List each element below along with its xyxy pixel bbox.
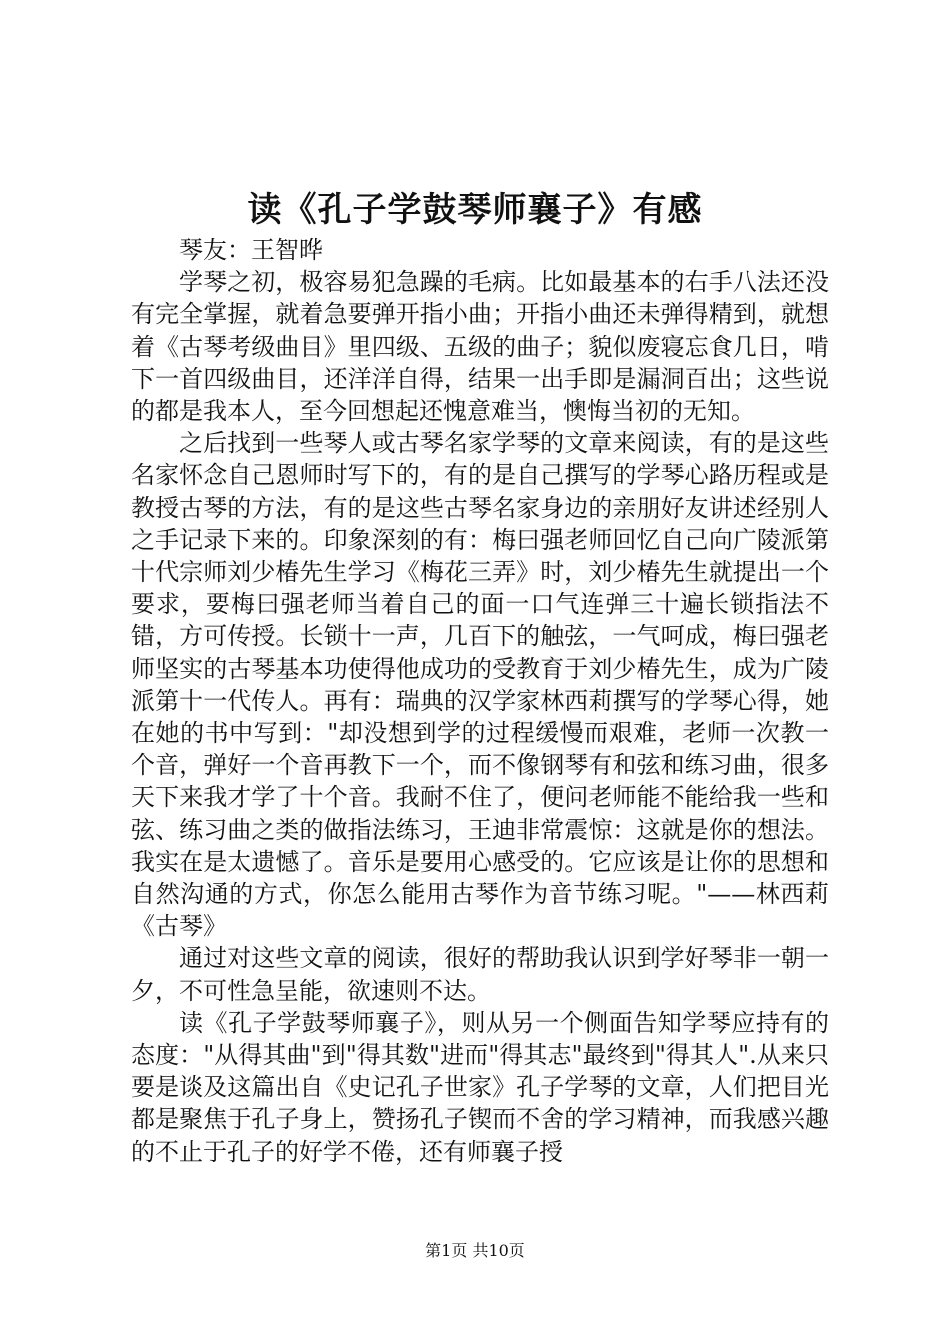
page-footer: 第1页 共10页 — [425, 1241, 525, 1260]
paragraph-2: 之后找到一些琴人或古琴名家学琴的文章来阅读，有的是这些名家怀念自己恩师时写下的，有的是自己撰写的学琴心路历程或是教授古琴的方法，有的是这些古琴名家身边的亲朋好友讲述经别人之手记录下来的。印象深刻的有：梅曰强老师回忆自己向广陵派第十代宗师刘少椿先生学习《梅花三弄》时，刘少椿先生就提出一个要求，要梅曰强老师当着自己的面一口气连弹三十遍长锁指法不错，方可传授。长锁十一声，几百下的触弦，一气呵成，梅曰强老师坚实的古琴基本功使得他成功的受教育于刘少椿先生，成为广陵派第十一代传人。再有：瑞典的汉学家林西莉撰写的学琴心得，她在她的书中写到："却没想到学的过程缓慢而艰难，老师一次教一个音，弹好一个音再教下一个，而不像钢琴有和弦和练习曲，很多天下来我才学了十个音。我耐不住了，便问老师能不能给我一些和弦、练习曲之类的做指法练习，王迪非常震惊：这就是你的想法。我实在是太遗憾了。音乐是要用心感受的。它应该是让你的思想和自然沟通的方式，你怎么能用古琴作为音节练习呢。"——林西莉《古琴》 — [131, 429, 829, 941]
paragraph-4: 读《孔子学鼓琴师襄子》，则从另一个侧面告知学琴应持有的态度："从得其曲"到"得其数"进而"得其志"最终到"得其人".从来只要是谈及这篇出自《史记孔子世家》孔子学琴的文章，人们把目光都是聚焦于孔子身上，赞扬孔子锲而不舍的学习精神，而我感兴趣的不止于孔子的好学不倦，还有师襄子授 — [131, 1008, 829, 1166]
paragraph-3: 通过对这些文章的阅读，很好的帮助我认识到学好琴非一朝一夕，不可性急呈能，欲速则不达。 — [131, 944, 829, 1005]
paragraph-1: 学琴之初，极容易犯急躁的毛病。比如最基本的右手八法还没有完全掌握，就着急要弹开指小曲；开指小曲还未弹得精到，就想着《古琴考级曲目》里四级、五级的曲子；貌似废寝忘食几日，啃下一首四级曲目，还洋洋自得，结果一出手即是漏洞百出；这些说的都是我本人，至今回想起还愧意难当，懊悔当初的无知。 — [131, 268, 829, 426]
document-body — [131, 234, 829, 1168]
document-title: 读《孔子学鼓琴师襄子》有感 — [247, 190, 703, 230]
author-line: 琴友：王智晔 — [179, 236, 323, 264]
